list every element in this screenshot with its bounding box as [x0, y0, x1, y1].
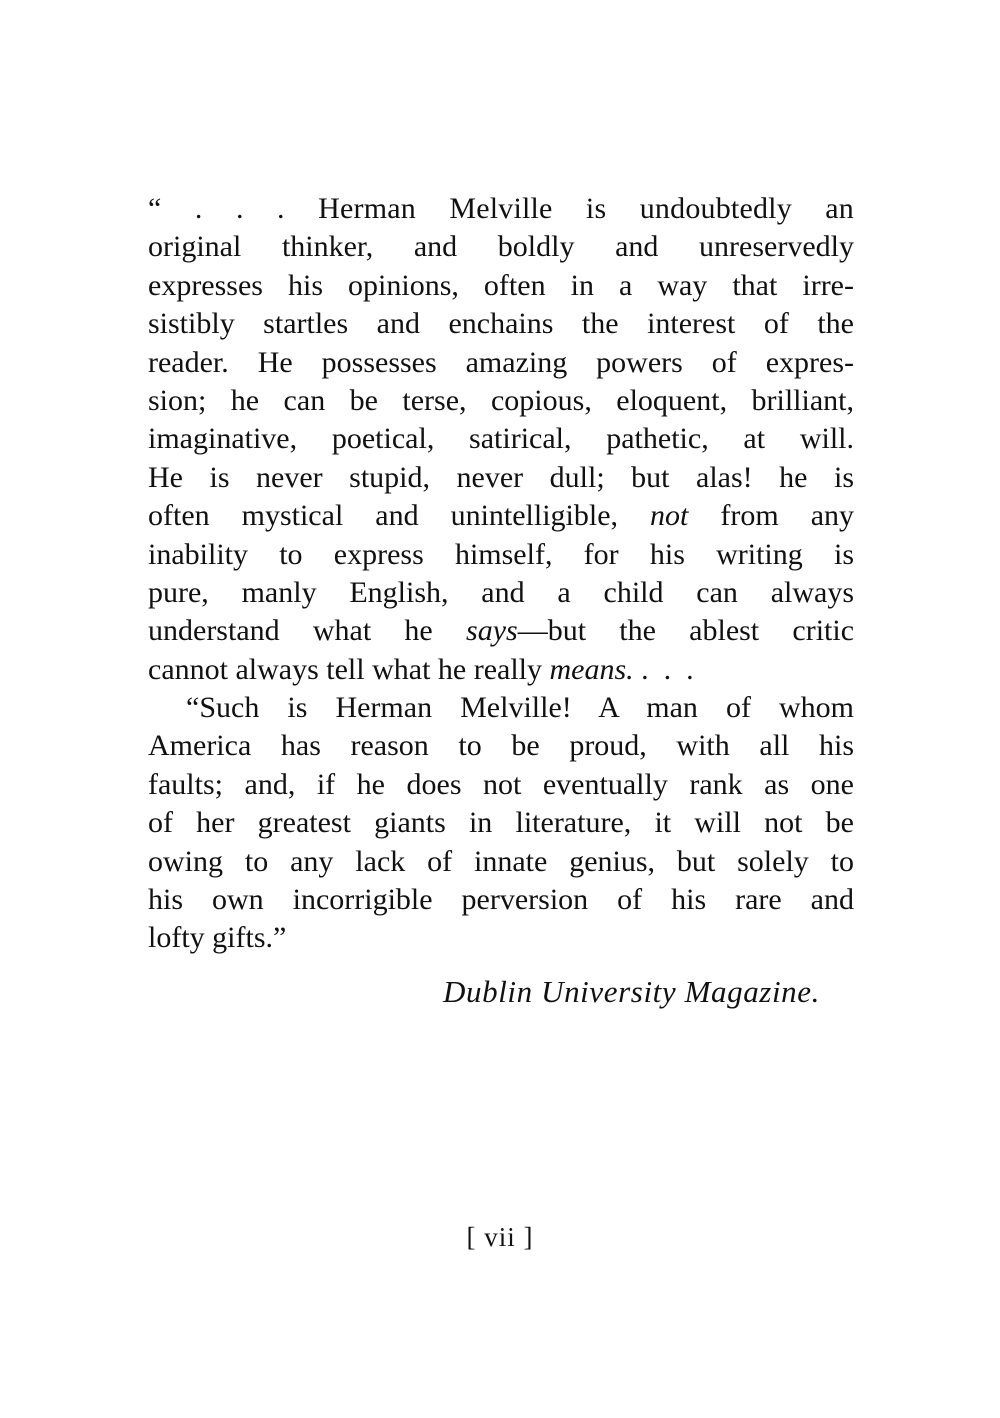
text-line: expresses his opinions, often in a way that irre-: [148, 268, 854, 302]
text-line: reader. He possesses amazing powers of expres-: [148, 345, 854, 379]
text-run: —but the ablest critic: [517, 614, 855, 648]
text-line: He is never stupid, never dull; but alas! he is: [148, 460, 854, 494]
text-run: understand what he: [148, 614, 433, 648]
text-line: original thinker, and boldly and unreservedly: [148, 230, 854, 264]
text-line: his own incorrigible perversion of his rare and: [148, 883, 854, 917]
quotation-text: [148, 190, 854, 958]
text-line: owing to any lack of innate genius, but solely to: [148, 844, 854, 878]
ellipsis: . . .: [633, 652, 694, 686]
text-line: sion; he can be terse, copious, eloquent, brilliant,: [148, 383, 854, 417]
text-line: of her greatest giants in literature, it will not be: [148, 806, 854, 840]
text-line: [148, 497, 854, 535]
text-line: faults; and, if he does not eventually rank as one: [148, 767, 854, 801]
text-line: [148, 612, 854, 650]
emphasis-not: not: [650, 499, 689, 533]
text-line: pure, manly English, and a child can always: [148, 575, 854, 609]
text-line: sistibly startles and enchains the interest of the: [148, 307, 854, 341]
text-line: [148, 651, 854, 689]
text-run: often mystical and unintelligible,: [148, 499, 619, 533]
text-line: lofty gifts.”: [148, 921, 287, 955]
text-line: inability to express himself, for his writing is: [148, 537, 854, 571]
text-line: “ . . . Herman Melville is undoubtedly an: [148, 192, 854, 225]
text-run: cannot always tell what he really: [148, 652, 543, 686]
text-line: imaginative, poetical, satirical, pathetic, at will.: [148, 422, 854, 456]
text-line: “Such is Herman Melville! A man of whom: [186, 691, 854, 725]
text-run: from any: [720, 499, 855, 533]
emphasis-means: means.: [549, 652, 634, 686]
page-number: [ vii ]: [466, 1222, 534, 1252]
emphasis-says: says: [466, 614, 518, 648]
text-line: America has reason to be proud, with all his: [148, 729, 854, 763]
attribution: Dublin University Magazine.: [443, 974, 820, 1009]
